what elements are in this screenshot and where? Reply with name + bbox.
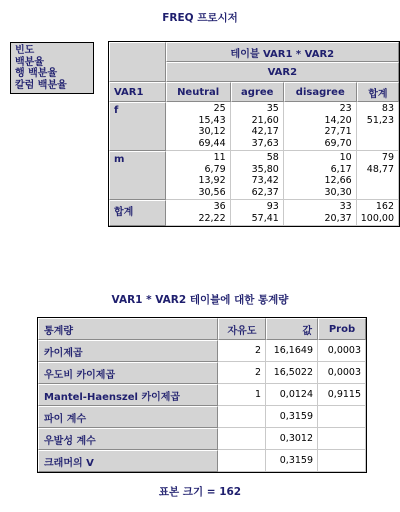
table-cell: 16,5022 [266, 362, 318, 384]
column-header: 통계량 [38, 318, 218, 340]
table-cell [357, 151, 399, 200]
column-header: 값 [266, 318, 318, 340]
column-header: 합계 [357, 82, 399, 102]
cell-value: 69,70 [324, 137, 352, 149]
cell-value: 69,44 [198, 137, 226, 149]
table-row [109, 102, 399, 151]
table-cell [218, 428, 266, 450]
statistics-title: VAR1 * VAR2 테이블에 대한 통계량 [111, 294, 289, 306]
cell-value: 73,42 [251, 175, 279, 186]
cell-contents-legend [10, 42, 94, 94]
cell-value: 15,43 [198, 114, 226, 126]
legend-item-row-percent: 행 백분율 [15, 68, 58, 79]
statistics-table [37, 317, 367, 473]
column-header: agree [231, 82, 284, 102]
cell-value: 51,23 [366, 114, 394, 126]
legend-item-frequency: 빈도 [15, 45, 35, 56]
table-cell: 1 [218, 384, 266, 406]
table-row [38, 362, 366, 384]
table-cell: 0,3012 [266, 428, 318, 450]
table-cell [166, 151, 231, 200]
column-header: Prob [318, 318, 366, 340]
table-cell [218, 450, 266, 472]
table-row [109, 200, 399, 226]
table-cell [357, 102, 399, 151]
cell-value: 42,17 [251, 126, 279, 137]
table-cell [231, 151, 284, 200]
table-cell [231, 102, 284, 151]
table-cell [218, 406, 266, 428]
table-cell: 2 [218, 340, 266, 362]
cell-value: 93 [266, 201, 279, 212]
table-cell [284, 200, 357, 226]
cell-value: 13,92 [198, 175, 226, 186]
cell-value: 48,77 [366, 163, 394, 175]
table-cell: 0,0124 [266, 384, 318, 406]
table-cell [166, 200, 231, 226]
legend-item-col-percent: 칼럼 백분율 [15, 79, 67, 91]
table-cell [284, 151, 357, 200]
table-cell: 0,0003 [318, 362, 366, 384]
table-cell [284, 102, 357, 151]
cell-value: 37,63 [251, 137, 279, 149]
cell-value: 6,17 [330, 163, 352, 175]
column-variable-header: VAR2 [166, 62, 399, 82]
statistic-name: 카이제곱 [38, 340, 218, 362]
table-cell [318, 450, 366, 472]
cell-value: 30,12 [198, 126, 226, 137]
crosstab-table [108, 41, 400, 227]
cell-value: 35 [266, 103, 279, 114]
legend-item-percent: 백분율 [15, 56, 44, 68]
cell-value: 162 [375, 201, 394, 212]
table-cell [166, 102, 231, 151]
cell-value: 62,37 [251, 186, 279, 198]
cell-value: 100,00 [360, 212, 394, 224]
cell-value: 30,30 [324, 186, 352, 198]
row-label: 합계 [109, 200, 166, 226]
cell-value: 83 [381, 103, 394, 114]
table-cell [318, 428, 366, 450]
crosstab-corner [109, 42, 166, 82]
cell-value: 58 [266, 152, 279, 163]
table-row [38, 340, 366, 362]
cell-value: 11 [213, 152, 226, 163]
cell-value: 12,66 [324, 175, 352, 186]
table-row [38, 428, 366, 450]
cell-value: 79 [381, 152, 394, 163]
table-cell [357, 200, 399, 226]
table-cell [318, 406, 366, 428]
sample-size: 표본 크기 = 162 [158, 486, 242, 498]
crosstab-title: 테이블 VAR1 * VAR2 [166, 42, 399, 62]
table-row [109, 151, 399, 200]
statistic-name: 우발성 계수 [38, 428, 218, 450]
column-header: 자유도 [218, 318, 266, 340]
cell-value: 25 [213, 103, 226, 114]
table-cell: 0,3159 [266, 406, 318, 428]
cell-value: 35,80 [251, 163, 279, 175]
table-cell [231, 200, 284, 226]
cell-value: 23 [339, 103, 352, 114]
table-cell: 0,0003 [318, 340, 366, 362]
cell-value: 27,71 [324, 126, 352, 137]
cell-value: 14,20 [324, 114, 352, 126]
column-header: Neutral [166, 82, 231, 102]
statistic-name: 우도비 카이제곱 [38, 362, 218, 384]
table-cell: 16,1649 [266, 340, 318, 362]
table-row [38, 450, 366, 472]
table-cell: 0,3159 [266, 450, 318, 472]
statistic-name: Mantel-Haenszel 카이제곱 [38, 384, 218, 406]
cell-value: 10 [339, 152, 352, 163]
table-row [38, 406, 366, 428]
cell-value: 36 [213, 201, 226, 212]
row-variable-header: VAR1 [109, 82, 166, 102]
column-header: disagree [284, 82, 357, 102]
table-row [38, 384, 366, 406]
cell-value: 57,41 [251, 212, 279, 224]
statistic-name: 크래머의 V [38, 450, 218, 472]
row-label: f [109, 102, 166, 151]
cell-value: 33 [339, 201, 352, 212]
row-label: m [109, 151, 166, 200]
table-cell: 2 [218, 362, 266, 384]
procedure-title: FREQ 프로시저 [162, 12, 238, 24]
cell-value: 6,79 [204, 163, 226, 175]
cell-value: 22,22 [198, 212, 226, 224]
statistic-name: 파이 계수 [38, 406, 218, 428]
table-cell: 0,9115 [318, 384, 366, 406]
cell-value: 21,60 [251, 114, 279, 126]
cell-value: 20,37 [324, 212, 352, 224]
cell-value: 30,56 [198, 186, 226, 198]
